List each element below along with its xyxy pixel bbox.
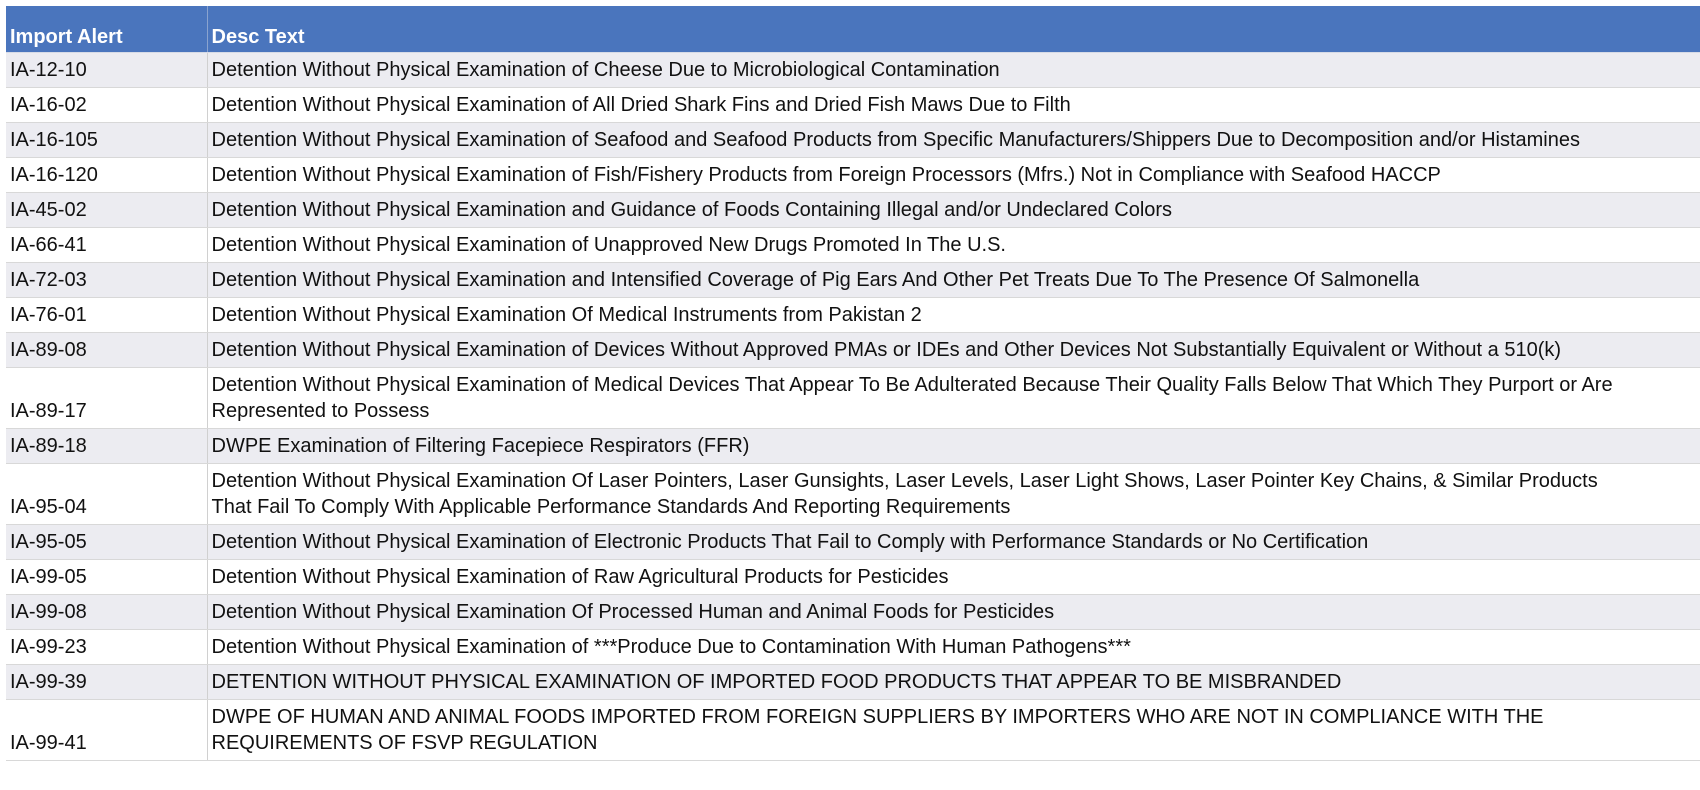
import-alert-cell[interactable]: IA-89-17 xyxy=(6,368,207,429)
import-alert-cell[interactable]: IA-16-105 xyxy=(6,123,207,158)
table-row xyxy=(6,429,1700,464)
table-row xyxy=(6,368,1700,429)
desc-text-cell[interactable]: DETENTION WITHOUT PHYSICAL EXAMINATION OF IMPORTED FOOD PRODUCTS THAT APPEAR TO BE MISBRANDED xyxy=(207,665,1700,700)
import-alert-cell[interactable]: IA-99-39 xyxy=(6,665,207,700)
header-row xyxy=(6,6,1700,53)
desc-text-cell[interactable]: Detention Without Physical Examination of ***Produce Due to Contamination With Human Pathogens*** xyxy=(207,630,1700,665)
desc-text-cell[interactable]: Detention Without Physical Examination and Guidance of Foods Containing Illegal and/or Undeclared Colors xyxy=(207,193,1700,228)
table-row xyxy=(6,263,1700,298)
desc-text-cell[interactable]: DWPE Examination of Filtering Facepiece Respirators (FFR) xyxy=(207,429,1700,464)
import-alert-cell[interactable]: IA-95-04 xyxy=(6,464,207,525)
import-alert-cell[interactable]: IA-99-41 xyxy=(6,700,207,761)
table-row xyxy=(6,298,1700,333)
import-alert-cell[interactable]: IA-99-05 xyxy=(6,560,207,595)
table-row xyxy=(6,595,1700,630)
table-row xyxy=(6,630,1700,665)
import-alert-cell[interactable]: IA-66-41 xyxy=(6,228,207,263)
import-alert-cell[interactable]: IA-45-02 xyxy=(6,193,207,228)
column-header-desc-text[interactable]: Desc Text xyxy=(207,6,1700,53)
table-row xyxy=(6,665,1700,700)
import-alert-cell[interactable]: IA-72-03 xyxy=(6,263,207,298)
desc-text-cell[interactable]: Detention Without Physical Examination of Devices Without Approved PMAs or IDEs and Other Devices Not Substantially Equivalent or Without a 510(k) xyxy=(207,333,1700,368)
desc-text-cell[interactable]: Detention Without Physical Examination Of Processed Human and Animal Foods for Pesticides xyxy=(207,595,1700,630)
desc-text-cell[interactable]: Detention Without Physical Examination of Cheese Due to Microbiological Contamination xyxy=(207,53,1700,88)
import-alert-cell[interactable]: IA-76-01 xyxy=(6,298,207,333)
import-alert-cell[interactable]: IA-95-05 xyxy=(6,525,207,560)
table-row xyxy=(6,560,1700,595)
desc-text-cell[interactable]: Detention Without Physical Examination of Fish/Fishery Products from Foreign Processors (Mfrs.) Not in Compliance with Seafood HACCP xyxy=(207,158,1700,193)
desc-text-cell[interactable]: Detention Without Physical Examination of Electronic Products That Fail to Comply with Performance Standards or No Certification xyxy=(207,525,1700,560)
table-row xyxy=(6,228,1700,263)
desc-text-cell[interactable]: Detention Without Physical Examination and Intensified Coverage of Pig Ears And Other Pet Treats Due To The Presence Of Salmonella xyxy=(207,263,1700,298)
import-alert-cell[interactable]: IA-16-120 xyxy=(6,158,207,193)
desc-text-cell[interactable]: Detention Without Physical Examination of Raw Agricultural Products for Pesticides xyxy=(207,560,1700,595)
desc-text-cell[interactable]: Detention Without Physical Examination of All Dried Shark Fins and Dried Fish Maws Due to Filth xyxy=(207,88,1700,123)
desc-text-cell[interactable]: Detention Without Physical Examination Of Medical Instruments from Pakistan 2 xyxy=(207,298,1700,333)
table-row xyxy=(6,193,1700,228)
table-body xyxy=(6,53,1700,761)
import-alert-cell[interactable]: IA-99-23 xyxy=(6,630,207,665)
desc-text-cell[interactable]: Detention Without Physical Examination of Unapproved New Drugs Promoted In The U.S. xyxy=(207,228,1700,263)
desc-text-cell[interactable]: Detention Without Physical Examination of Seafood and Seafood Products from Specific Manufacturers/Shippers Due to Decomposition and/or Histamines xyxy=(207,123,1700,158)
import-alert-cell[interactable]: IA-12-10 xyxy=(6,53,207,88)
table-row xyxy=(6,123,1700,158)
table-row xyxy=(6,53,1700,88)
table-row xyxy=(6,464,1700,525)
desc-text-cell[interactable]: DWPE OF HUMAN AND ANIMAL FOODS IMPORTED FROM FOREIGN SUPPLIERS BY IMPORTERS WHO ARE NOT IN COMPLIANCE WITH THE REQUIREMENTS OF FSVP REGULATION xyxy=(207,700,1700,761)
table-row xyxy=(6,525,1700,560)
import-alert-cell[interactable]: IA-89-08 xyxy=(6,333,207,368)
table-row xyxy=(6,333,1700,368)
column-header-import-alert[interactable]: Import Alert xyxy=(6,6,207,53)
table-row xyxy=(6,700,1700,761)
import-alert-cell[interactable]: IA-99-08 xyxy=(6,595,207,630)
desc-text-cell[interactable]: Detention Without Physical Examination of Medical Devices That Appear To Be Adulterated Because Their Quality Falls Below That Which They Purport or Are Represented to Possess xyxy=(207,368,1700,429)
import-alert-cell[interactable]: IA-89-18 xyxy=(6,429,207,464)
table-header xyxy=(6,6,1700,53)
table-row xyxy=(6,158,1700,193)
desc-text-cell[interactable]: Detention Without Physical Examination Of Laser Pointers, Laser Gunsights, Laser Levels, Laser Light Shows, Laser Pointer Key Chains, & Similar Products That Fail To Comply With Applicable Performance Standards And Reporting Requirements xyxy=(207,464,1700,525)
import-alert-table xyxy=(6,6,1700,761)
import-alert-cell[interactable]: IA-16-02 xyxy=(6,88,207,123)
table-row xyxy=(6,88,1700,123)
